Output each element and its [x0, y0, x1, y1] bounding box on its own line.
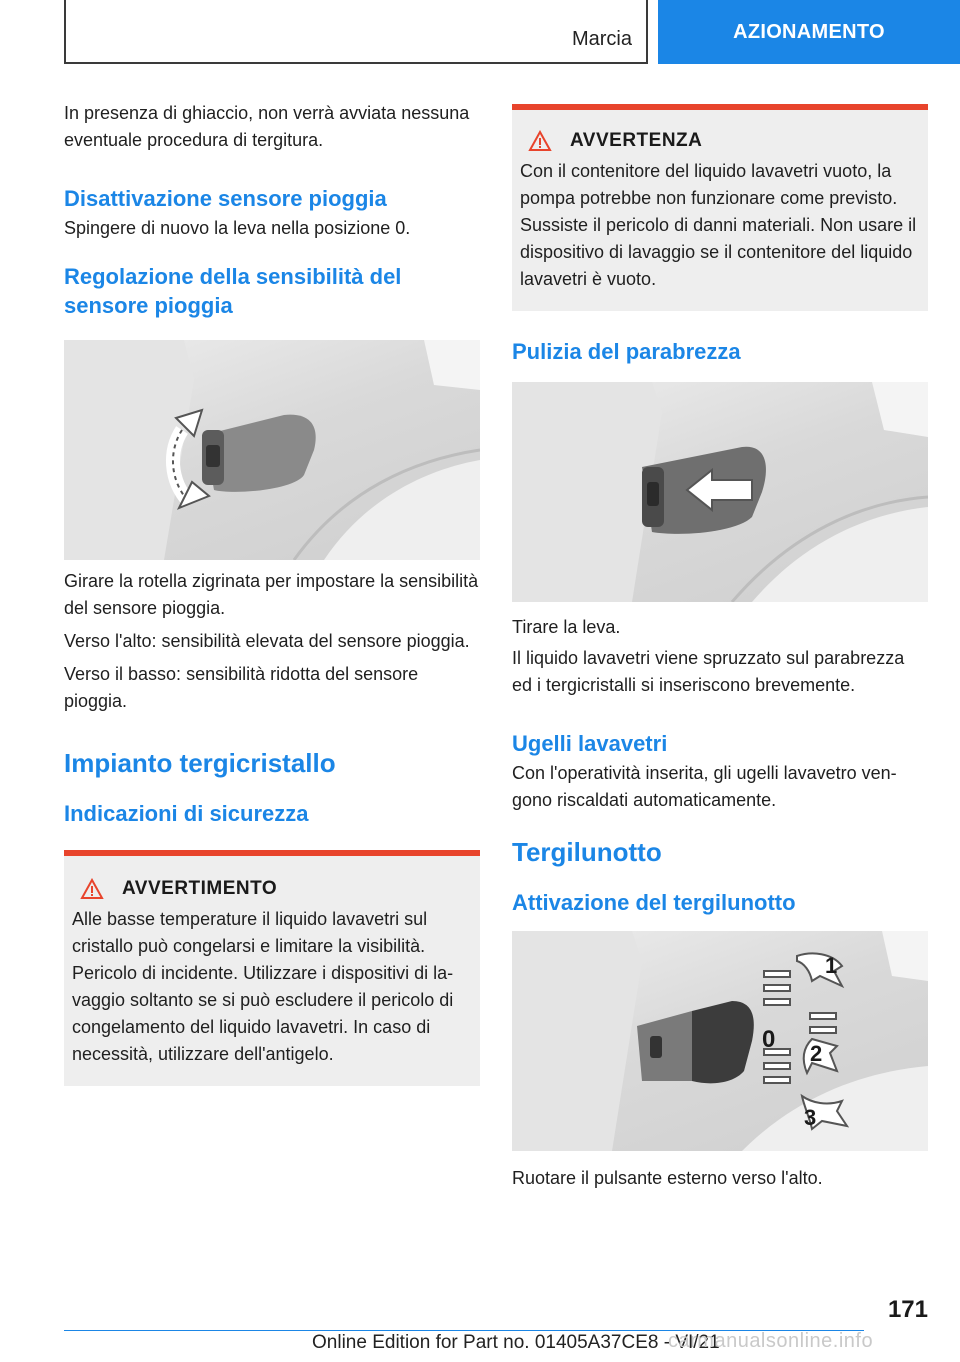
warning-triangle-icon: [528, 130, 552, 152]
figure-rain-sensor-wheel: [64, 340, 480, 560]
intro-paragraph: In presenza di ghiaccio, non verrà avviata nessuna eventuale procedura di tergitura.: [64, 103, 470, 150]
lever-pull-illustration: [512, 382, 928, 602]
heading-tergilunotto: Tergilunotto: [512, 837, 662, 867]
paragraph-ruotare: Ruotare il pulsante esterno verso l'alto.: [512, 1168, 823, 1188]
paragraph-liquido: Il liquido lavavetri viene spruzzato sul parabrezza ed i tergicristalli si inseriscono brevemente.: [512, 648, 905, 695]
paragraph-basso: Verso il basso: sensibilità ridotta del sensore pioggia.: [64, 664, 419, 711]
page-number: 171: [887, 1296, 928, 1323]
position-label-3: 3: [804, 1105, 817, 1130]
heading-pulizia: Pulizia del parabrezza: [512, 339, 741, 364]
paragraph-ugelli: Con l'operatività inserita, gli ugelli lavavetro vengono riscaldati automaticamente.: [512, 763, 897, 810]
paragraph-tirare: Tirare la leva.: [512, 617, 621, 637]
rear-wiper-illustration: [512, 931, 928, 1151]
position-label-2: 2: [810, 1041, 823, 1066]
position-label-1: 1: [825, 953, 838, 978]
warning-box-avvertimento: [64, 850, 480, 1086]
paragraph-alto: Verso l'alto: sensibilità elevata del sensore pioggia.: [64, 631, 470, 651]
right-column: [512, 104, 928, 1192]
figure-windshield-wash: [512, 382, 928, 602]
warning-title: AVVERTIMENTO: [122, 878, 278, 899]
warning-title: AVVERTENZA: [570, 130, 703, 151]
header-section-title: Marcia: [571, 28, 632, 50]
paragraph-girare: Girare la rotella zigrinata per impostare la sensibilità del sensore pioggia.: [64, 571, 479, 618]
left-column: [64, 100, 480, 1086]
heading-ugelli: Ugelli lavavetri: [512, 731, 668, 756]
footer-watermark: carmanualsonline.info: [668, 1330, 874, 1352]
warning-text: Alle basse temperature il liquido lavavetri sul cristallo può congelarsi e limitare la visibilità. Pericolo di incidente. Utilizzare i dispositivi di lavaggio soltanto se si può escludere il pericolo di congelamento del liquido lavavetri. In caso di necessità, utilizzare dell'antigelo.: [72, 909, 454, 1064]
header-frame: [64, 0, 648, 64]
warning-box-avvertenza: [512, 104, 928, 311]
warning-title-row: [80, 878, 472, 900]
position-label-0: 0: [762, 1026, 776, 1053]
warning-text: Con il contenitore del liquido lavavetri vuoto, la pompa potrebbe non funzionare come previsto. Sussiste il pericolo di danni materiali. Non usare il dispositivo di lavaggio se il contenitore del liquido lavavetri è vuoto.: [520, 161, 917, 289]
heading-regolazione: Regolazione della sensibilità del sensore pioggia: [64, 264, 402, 318]
heading-impianto: Impianto tergicristallo: [64, 748, 336, 778]
warning-triangle-icon: [80, 878, 104, 900]
footer-edition: Online Edition for Part no. 01405A37CE8 - VI/21: [312, 1332, 720, 1353]
figure-rear-wiper: [512, 931, 928, 1151]
header-chapter-tab[interactable]: AZIONAMENTO: [658, 0, 960, 64]
heading-disattivazione: Disattivazione sensore pioggia: [64, 186, 387, 211]
heading-indicazioni: Indicazioni di sicurezza: [64, 801, 309, 826]
lever-wheel-illustration: [64, 340, 480, 560]
warning-title-row: [528, 130, 920, 152]
paragraph-disattivazione: Spingere di nuovo la leva nella posizione 0.: [64, 218, 411, 238]
heading-attivazione: Attivazione del tergilunotto: [512, 890, 796, 915]
